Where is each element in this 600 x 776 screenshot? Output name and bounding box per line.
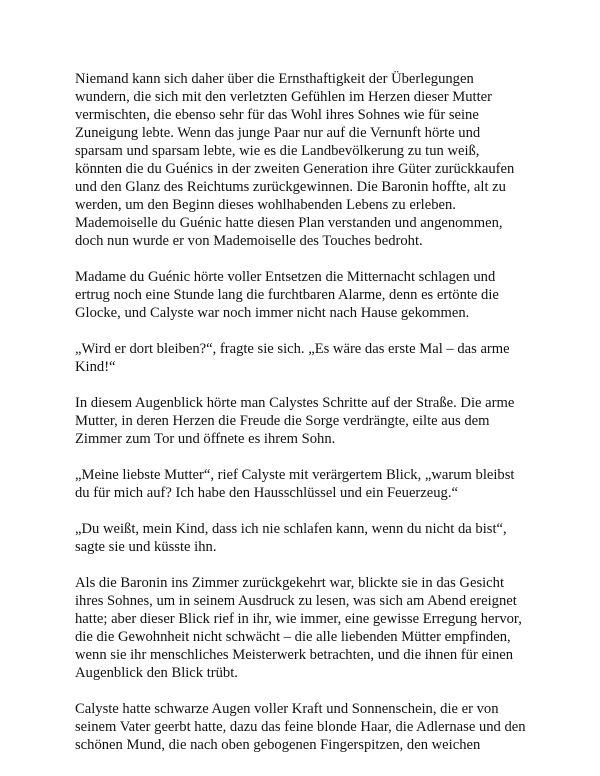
body-text (75, 70, 527, 772)
paragraph: In diesem Augenblick hörte man Calystes Schritte auf der Straße. Die arme Mutter, in deren Herzen die Freude die Sorge verdrängte, eilte aus dem Zimmer zum Tor und öffnete es ihrem Sohn. (75, 395, 515, 447)
paragraph: „Du weißt, mein Kind, dass ich nie schlafen kann, wenn du nicht da bist“, sagte sie und küsste ihn. (75, 521, 507, 555)
paragraph: „Meine liebste Mutter“, rief Calyste mit verärgertem Blick, „warum bleibst du für mich auf? Ich habe den Hausschlüssel und ein Feuerzeug.“ (75, 467, 515, 501)
paragraph: Als die Baronin ins Zimmer zurückgekehrt war, blickte sie in das Gesicht ihres Sohnes, um in seinem Ausdruck zu lesen, was sich am Abend ereignet hatte; aber dieser Blick rief in ihr, wie immer, eine gewisse Erregung hervor, die die Gewohnheit nicht schwächt – die alle liebenden Mütter empfinden, wenn sie ihr menschliches Meisterwerk betrachten, und die ihnen für einen Augenblick den Blick trübt. (75, 575, 522, 681)
paragraph: „Wird er dort bleiben?“, fragte sie sich. „Es wäre das erste Mal – das arme Kind!“ (75, 341, 510, 375)
paragraph: Niemand kann sich daher über die Ernsthaftigkeit der Überlegungen wundern, die sich mit den verletzten Gefühlen im Herzen dieser Mutter vermischten, die ebenso sehr für das Wohl ihres Sohnes wie für seine Zuneigung lebte. Wenn das junge Paar nur auf die Vernunft hörte und sparsam und sparsam lebte, wie es die Landbevölkerung zu tun weiß, könnten die du Guénics in der zweiten Generation ihre Güter zurückkaufen und den Glanz des Reichtums zurückgewinnen. Die Baronin hoffte, alt zu werden, um den Beginn dieses wohlhabenden Lebens zu erleben. Mademoiselle du Guénic hatte diesen Plan verstanden und angenommen, doch nun wurde er von Mademoiselle des Touches bedroht. (75, 71, 515, 249)
paragraph: Madame du Guénic hörte voller Entsetzen die Mitternacht schlagen und ertrug noch eine Stunde lang die furchtbaren Alarme, denn es ertönte die Glocke, und Calyste war noch immer nicht nach Hause gekommen. (75, 269, 499, 321)
paragraph: Calyste hatte schwarze Augen voller Kraft und Sonnenschein, die er von seinem Vater geerbt hatte, dazu das feine blonde Haar, die Adlernase und den schönen Mund, die nach oben gebogenen Fingerspitzen, den weichen (75, 701, 526, 753)
